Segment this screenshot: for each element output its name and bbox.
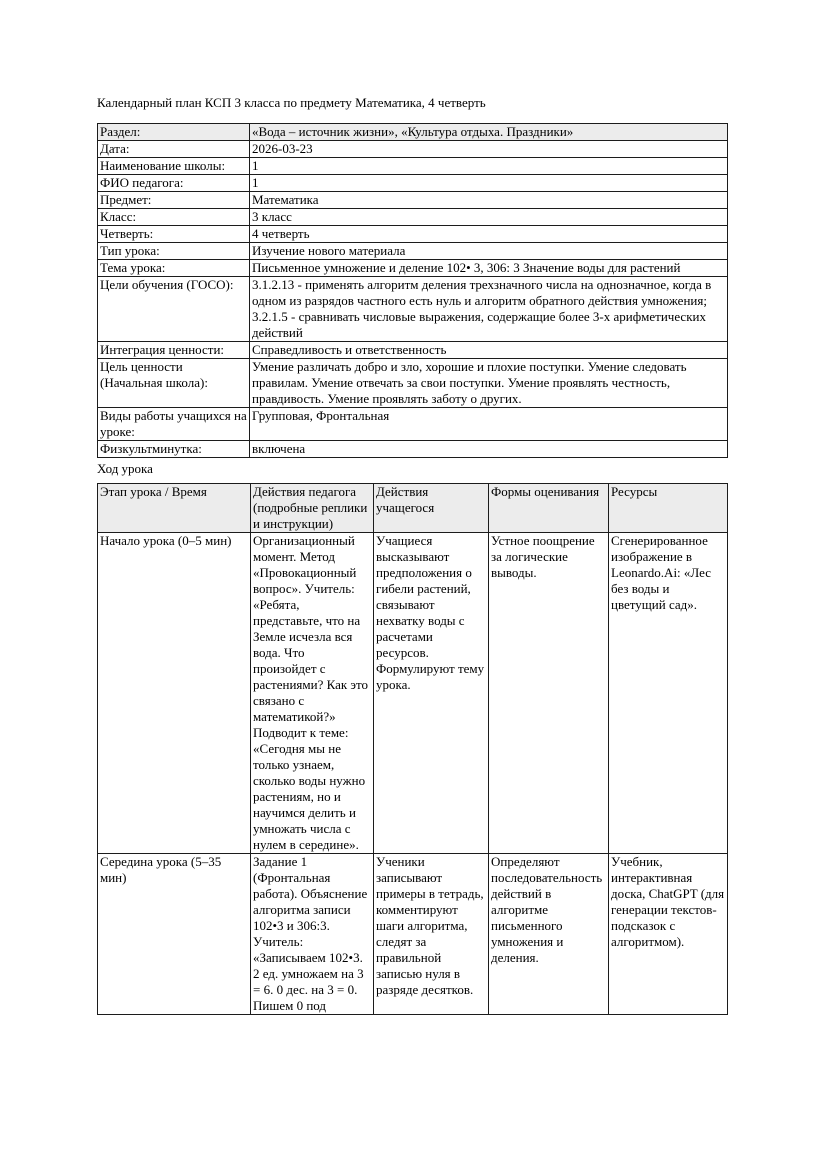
stage-cell: Начало урока (0–5 мин) [98, 533, 251, 854]
lesson-flow-table [97, 483, 728, 1015]
info-value: Изучение нового материала [250, 243, 728, 260]
info-value: 3.1.2.13 - применять алгоритм деления трехзначного числа на однозначное, когда в одном из разрядов частного есть нуль и алгоритм обратного действия умножения; 3.2.1.5 - сравнивать числовые выражения, содержащие более 3-х арифметических действий [250, 277, 728, 342]
info-value: 1 [250, 158, 728, 175]
table-row [98, 209, 728, 226]
assessment-cell: Определяют последовательность действий в алгоритме письменного умножения и деления. [489, 854, 609, 1015]
column-header-stage: Этап урока / Время [98, 484, 251, 533]
info-value: «Вода – источник жизни», «Культура отдыха. Праздники» [250, 124, 728, 141]
student-actions-cell: Ученики записывают примеры в тетрадь, комментируют шаги алгоритма, следят за правильной записью нуля в разряде десятков. [374, 854, 489, 1015]
info-value: 2026-03-23 [250, 141, 728, 158]
assessment-cell: Устное поощрение за логические выводы. [489, 533, 609, 854]
info-label: Физкультминутка: [98, 441, 250, 458]
table-row [98, 226, 728, 243]
table-row [98, 158, 728, 175]
table-row [98, 124, 728, 141]
resources-cell: Учебник, интерактивная доска, ChatGPT (для генерации текстов-подсказок с алгоритмом). [609, 854, 728, 1015]
info-value: Справедливость и ответственность [250, 342, 728, 359]
student-actions-cell: Учащиеся высказывают предположения о гибели растений, связывают нехватку воды с расчетами ресурсов. Формулируют тему урока. [374, 533, 489, 854]
info-label: Предмет: [98, 192, 250, 209]
info-value: Математика [250, 192, 728, 209]
info-value: 4 четверть [250, 226, 728, 243]
table-row [98, 192, 728, 209]
info-value: Письменное умножение и деление 102• 3, 306: 3 Значение воды для растений [250, 260, 728, 277]
table-row [98, 359, 728, 408]
table-row [98, 342, 728, 359]
info-label: Цель ценности (Начальная школа): [98, 359, 250, 408]
info-label: Раздел: [98, 124, 250, 141]
info-label: ФИО педагога: [98, 175, 250, 192]
table-row [98, 533, 728, 854]
column-header-assessment: Формы оценивания [489, 484, 609, 533]
info-label: Тип урока: [98, 243, 250, 260]
column-header-resources: Ресурсы [609, 484, 728, 533]
info-value: 1 [250, 175, 728, 192]
info-label: Наименование школы: [98, 158, 250, 175]
info-value: Групповая, Фронтальная [250, 408, 728, 441]
table-row [98, 408, 728, 441]
table-row [98, 243, 728, 260]
info-label: Цели обучения (ГОСО): [98, 277, 250, 342]
column-header-teacher-actions: Действия педагога (подробные реплики и инструкции) [251, 484, 374, 533]
teacher-actions-cell: Организационный момент. Метод «Провокационный вопрос». Учитель: «Ребята, представьте, что на Земле исчезла вся вода. Что произойдет с растениями? Как это связано с математикой?» Подводит к теме: «Сегодня мы не только узнаем, сколько воды нужно растениям, но и научимся делить и умножать числа с нулем в середине». [251, 533, 374, 854]
column-header-student-actions: Действия учащегося [374, 484, 489, 533]
info-label: Виды работы учащихся на уроке: [98, 408, 250, 441]
info-label: Класс: [98, 209, 250, 226]
info-label: Тема урока: [98, 260, 250, 277]
teacher-actions-cell: Задание 1 (Фронтальная работа). Объяснение алгоритма записи 102•3 и 306:3. Учитель: «Записываем 102•3. 2 ед. умножаем на 3 = 6. 0 дес. на 3 = 0. Пишем 0 под [251, 854, 374, 1015]
info-label: Четверть: [98, 226, 250, 243]
table-row [98, 141, 728, 158]
info-value: Умение различать добро и зло, хорошие и плохие поступки. Умение следовать правилам. Умение отвечать за свои поступки. Умение проявлять честность, правдивость. Умение проявлять заботу о других. [250, 359, 728, 408]
stage-cell: Середина урока (5–35 мин) [98, 854, 251, 1015]
table-row [98, 260, 728, 277]
page-title: Календарный план КСП 3 класса по предмету Математика, 4 четверть [97, 95, 486, 110]
lesson-info-table [97, 123, 728, 458]
table-header-row [98, 484, 728, 533]
table-row [98, 277, 728, 342]
table-row [98, 441, 728, 458]
resources-cell: Сгенерированное изображение в Leonardo.Ai: «Лес без воды и цветущий сад». [609, 533, 728, 854]
table-row [98, 854, 728, 1015]
info-value: включена [250, 441, 728, 458]
table-row [98, 175, 728, 192]
info-value: 3 класс [250, 209, 728, 226]
info-label: Интеграция ценности: [98, 342, 250, 359]
section-heading: Ход урока [97, 461, 153, 476]
info-label: Дата: [98, 141, 250, 158]
